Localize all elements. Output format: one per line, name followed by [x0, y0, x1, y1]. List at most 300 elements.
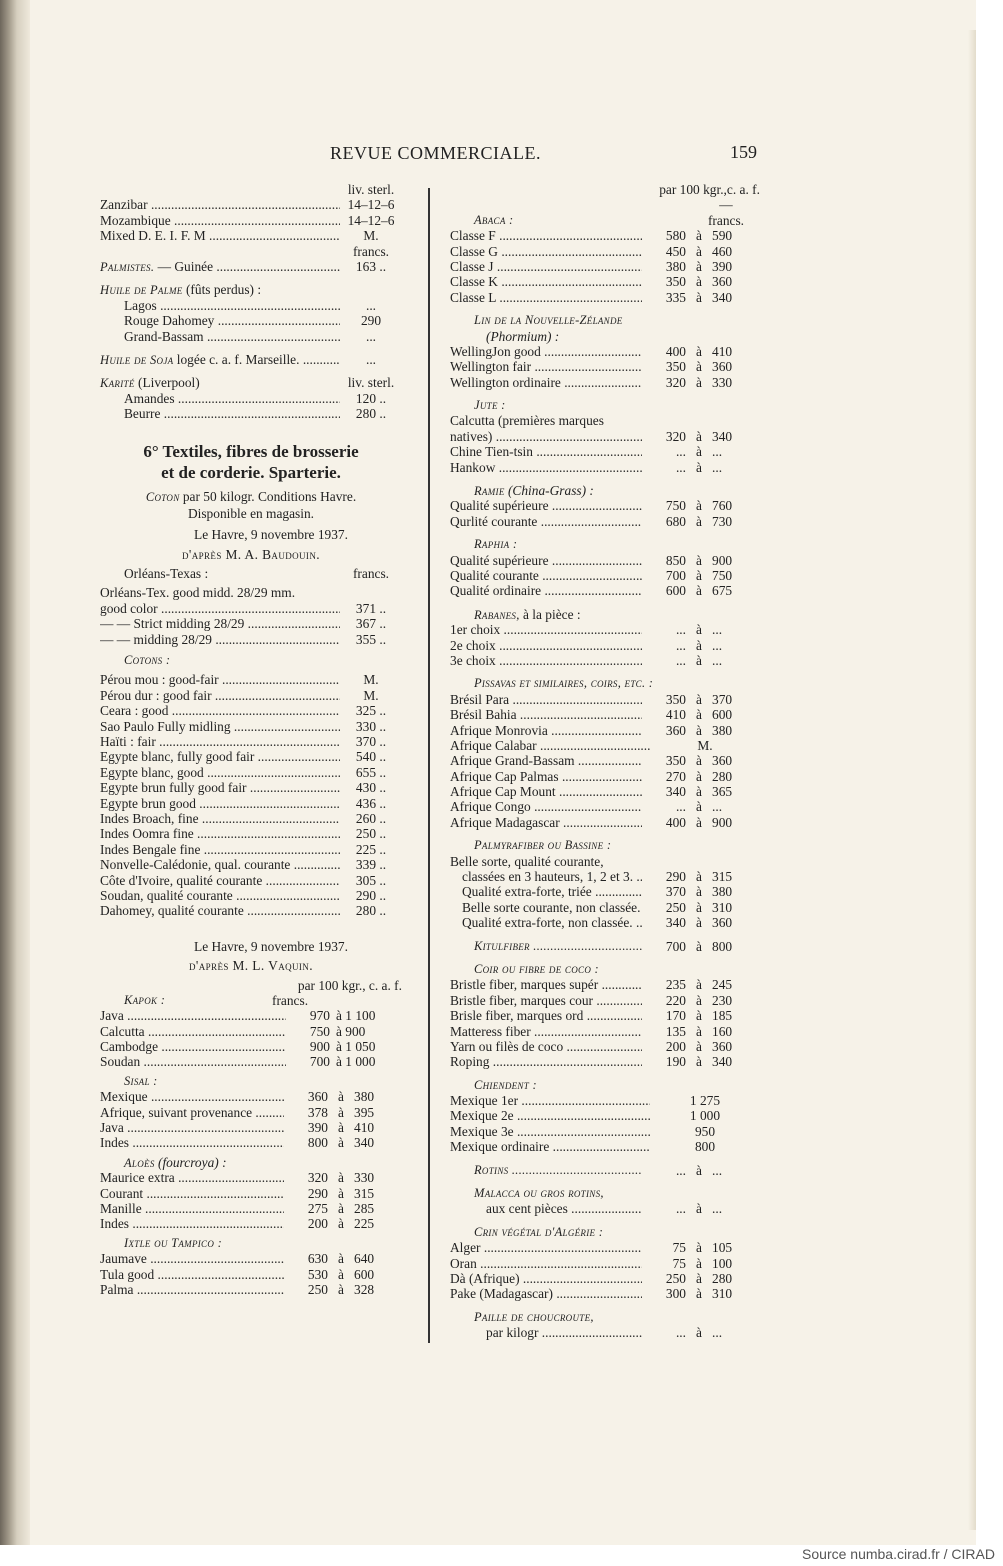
kapok-name: Calcutta .....	[100, 1024, 286, 1039]
lin-high: 330	[712, 374, 733, 390]
crin-row	[450, 1240, 760, 1255]
ramie-low: 680	[665, 513, 686, 529]
raphia-row	[450, 568, 760, 583]
sisal-name: Mexique .....	[100, 1089, 284, 1104]
ixtle-a: à	[338, 1251, 344, 1267]
palmyra-row	[462, 915, 760, 930]
unit-label: francs.	[707, 212, 745, 228]
kitul-a: à	[696, 938, 702, 954]
chiendent-name: Mexique ordinaire .....	[450, 1139, 650, 1154]
lin-row	[450, 359, 760, 374]
malacca-low: ...	[675, 1201, 686, 1217]
palmyra-row	[462, 884, 760, 899]
raphia-high: 750	[712, 567, 733, 583]
cotons-name: Ceara : good .....	[100, 703, 340, 718]
raphia-row	[450, 553, 760, 568]
cotons-value: 225 ..	[355, 841, 387, 857]
source-line: d'après M. A. Baudouin.	[182, 546, 320, 562]
lin-name: Wellington ordinaire .....	[450, 375, 642, 390]
running-title: REVUE COMMERCIALE.	[330, 143, 541, 163]
palmistes-row	[100, 259, 402, 274]
abaca-high: 460	[712, 243, 733, 259]
crin-high: 100	[712, 1255, 733, 1271]
crin-high: 280	[712, 1271, 733, 1286]
piassavas-high: 600	[712, 707, 733, 723]
coton-heading: Coton	[145, 490, 180, 505]
ixtle-row	[100, 1267, 402, 1282]
abaca-high: 360	[712, 274, 733, 290]
ramie-high: 760	[712, 498, 733, 514]
rabanes-low: ...	[675, 652, 686, 668]
paille-row	[486, 1325, 760, 1340]
cotons-name: Egypte blanc, good .....	[100, 765, 340, 780]
rotins-row	[450, 1163, 760, 1178]
sisal-heading: Sisal :	[124, 1073, 158, 1088]
liv-sterl-row	[100, 213, 402, 228]
unit-dash: —	[719, 197, 733, 213]
aloes-name: Indes .....	[100, 1216, 284, 1231]
cotons-value: 280 ..	[355, 903, 387, 919]
chiendent-name: Mexique 1er .....	[450, 1093, 650, 1108]
orleans-heading: Orléans-Texas :	[124, 566, 209, 582]
sisal-high: 380	[354, 1089, 375, 1105]
soja-value: ...	[365, 351, 377, 367]
chiendent-row	[450, 1093, 760, 1108]
ixtle-low: 630	[307, 1251, 328, 1267]
piassavas-low: 350	[665, 691, 686, 707]
jute-a: à	[696, 444, 702, 460]
rabanes-low: ...	[675, 622, 686, 638]
ixtle-high: 600	[354, 1266, 375, 1282]
piassavas-a: à	[696, 784, 702, 800]
cotons-value: 260 ..	[355, 810, 387, 826]
cotons-name: Indes Oomra fine .....	[100, 826, 340, 841]
piassavas-low: 340	[665, 784, 686, 800]
rabanes-row	[450, 653, 760, 668]
coir-row	[450, 993, 760, 1008]
abaca-name: Classe F .....	[450, 228, 642, 243]
sisal-high: 395	[354, 1104, 375, 1120]
kapok-heading: Kapok :	[124, 992, 166, 1007]
sisal-a: à	[338, 1120, 344, 1136]
coir-low: 235	[665, 977, 686, 993]
ramie-name: Qurlité courante .....	[450, 514, 642, 529]
aloes-high: 225	[354, 1216, 375, 1232]
abaca-row	[450, 290, 760, 305]
lin-low: 320	[665, 374, 686, 390]
aloes-high: 285	[354, 1200, 375, 1216]
piassavas-name: Afrique Cap Mount .....	[450, 784, 642, 799]
lin-high: 410	[712, 343, 733, 359]
cotons-name: Sao Paulo Fully midling .....	[100, 719, 340, 734]
unit-label: francs.	[352, 243, 390, 259]
lin-low: 400	[665, 343, 686, 359]
malacca-row	[486, 1201, 760, 1216]
piassavas-row	[450, 784, 760, 799]
cotons-name: Nonvelle-Calédonie, qual. courante .....	[100, 857, 340, 872]
ramie-a: à	[696, 498, 702, 514]
rabanes-a: à	[696, 652, 702, 668]
cotons-row	[100, 780, 402, 795]
piassavas-a: à	[696, 814, 702, 830]
jute-row	[450, 460, 760, 475]
piassavas-a: à	[696, 707, 702, 723]
kitul-high: 800	[712, 938, 733, 954]
aloes-text: (fourcroya) :	[154, 1154, 227, 1170]
aloes-a: à	[338, 1185, 344, 1201]
kapok-row	[100, 1039, 402, 1054]
source-line: d'après M. L. Vaquin.	[189, 958, 313, 974]
abaca-low: 450	[665, 243, 686, 259]
raphia-heading: Raphia :	[474, 537, 518, 552]
liv-sterl-value: 14–12–6	[347, 197, 395, 213]
cotons-row	[100, 749, 402, 764]
coir-high: 160	[712, 1023, 733, 1039]
rabanes-high: ...	[712, 637, 723, 653]
sisal-row	[100, 1120, 402, 1135]
piassavas-row	[450, 815, 760, 830]
orleans-row	[100, 632, 402, 647]
abaca-low: 350	[665, 274, 686, 290]
abaca-row	[450, 228, 760, 243]
coir-name: Brisle fiber, marques ord .....	[450, 1008, 642, 1023]
piassavas-high: 370	[712, 691, 733, 707]
kitul-low: 700	[665, 938, 686, 954]
palmyra-low: 370	[665, 884, 686, 900]
sisal-row	[100, 1135, 402, 1150]
raphia-low: 850	[665, 552, 686, 568]
cotons-row	[100, 888, 402, 903]
piassavas-name: Afrique Madagascar .....	[450, 815, 642, 830]
coir-high: 340	[712, 1054, 733, 1070]
abaca-name: Classe G .....	[450, 244, 642, 259]
huile-palme-heading: Huile de Palme	[100, 283, 183, 298]
coir-a: à	[696, 1023, 702, 1039]
chiendent-name: Mexique 2e .....	[450, 1108, 650, 1123]
piassavas-heading: Pissavas et similaires, coirs, etc. :	[474, 676, 654, 691]
crin-row	[450, 1271, 760, 1286]
coir-a: à	[696, 992, 702, 1008]
piassavas-high: 380	[712, 722, 733, 738]
lin-a: à	[696, 359, 702, 375]
piassavas-high: 900	[712, 814, 733, 830]
palme-row	[124, 329, 402, 344]
karite-row	[124, 406, 402, 421]
jute-high: ...	[712, 444, 723, 460]
palmyra-low: 290	[665, 869, 686, 885]
raphia-low: 700	[665, 567, 686, 583]
piassavas-name: Afrique Cap Palmas .....	[450, 769, 642, 784]
raphia-a: à	[696, 583, 702, 599]
ramie-high: 730	[712, 513, 733, 529]
raphia-a: à	[696, 567, 702, 583]
liv-sterl-row	[100, 197, 402, 212]
coir-high: 230	[712, 992, 733, 1008]
kapok-low: 700	[309, 1054, 330, 1070]
sisal-row	[100, 1105, 402, 1120]
cotons-row	[100, 688, 402, 703]
rabanes-text: à la pièce :	[519, 606, 581, 622]
cotons-value: 330 ..	[355, 718, 387, 734]
piassavas-low: 270	[665, 768, 686, 784]
sisal-low: 390	[307, 1120, 328, 1136]
coir-low: 190	[665, 1054, 686, 1070]
coir-low: 220	[665, 992, 686, 1008]
cotons-value: 339 ..	[355, 857, 387, 873]
crin-heading: Crin végétal d'Algérie :	[474, 1224, 604, 1239]
aloes-row	[100, 1201, 402, 1216]
cotons-row	[100, 903, 402, 918]
abaca-high: 340	[712, 289, 733, 305]
liv-sterl-value: 14–12–6	[347, 212, 395, 228]
palme-value: ...	[365, 297, 377, 313]
ixtle-high: 328	[354, 1281, 375, 1297]
piassavas-high: 280	[712, 768, 733, 784]
palmyra-high: 315	[712, 869, 733, 885]
unit-label: liv. sterl.	[347, 182, 395, 197]
palmyra-low: 250	[665, 899, 686, 915]
section-title-2: et de corderie. Sparterie.	[161, 463, 341, 483]
karite-row	[124, 391, 402, 406]
raphia-name: Qualité ordinaire .....	[450, 583, 642, 598]
karite-name: Beurre .....	[124, 406, 340, 421]
cotons-value: 305 ..	[355, 872, 387, 888]
abaca-a: à	[696, 228, 702, 244]
ramie-row	[450, 498, 760, 513]
soja-heading: Huile de Soja	[100, 352, 174, 367]
malacca-a: à	[696, 1201, 702, 1217]
jute-low: 320	[665, 428, 686, 444]
crin-name: Oran .....	[450, 1256, 642, 1271]
ramie-a: à	[696, 513, 702, 529]
abaca-low: 580	[665, 228, 686, 244]
aloes-row	[100, 1216, 402, 1231]
lin-high: 360	[712, 359, 733, 375]
kapok-name: Soudan .....	[100, 1054, 286, 1069]
raphia-row	[450, 583, 760, 598]
paille-heading: Paille de choucroute,	[474, 1309, 594, 1324]
palme-value: ...	[365, 328, 377, 344]
karite-value: 280 ..	[355, 406, 387, 422]
liv-sterl-row	[100, 228, 402, 243]
piassavas-name: Afrique Monrovia .....	[450, 723, 642, 738]
right-column	[450, 182, 760, 1341]
unit-label: francs.	[352, 566, 390, 582]
piassavas-row	[450, 799, 760, 814]
piassavas-low: 410	[665, 707, 686, 723]
cotons-row	[100, 826, 402, 841]
liv-sterl-name: Mixed D. E. I. F. M .....	[100, 228, 340, 243]
ixtle-high: 640	[354, 1251, 375, 1267]
cotons-name: Indes Broach, fine .....	[100, 811, 340, 826]
coir-row	[450, 977, 760, 992]
jute-a: à	[696, 459, 702, 475]
jute-row	[450, 429, 760, 444]
palme-value: 290	[360, 313, 382, 329]
crin-high: 105	[712, 1240, 733, 1256]
palmyra-a: à	[696, 869, 702, 885]
rabanes-heading: Rabanes,	[474, 607, 520, 622]
piassavas-high: 365	[712, 784, 733, 800]
sisal-row	[100, 1089, 402, 1104]
palmyra-a: à	[696, 915, 702, 931]
aloes-name: Maurice extra .....	[100, 1170, 284, 1185]
ixtle-a: à	[338, 1266, 344, 1282]
coir-row	[450, 1024, 760, 1039]
abaca-name: Classe L .....	[450, 290, 642, 305]
orleans-value: 355 ..	[355, 631, 387, 647]
cotons-name: Indes Bengale fine .....	[100, 842, 340, 857]
chiendent-value: 950	[694, 1123, 716, 1139]
jute-row	[450, 444, 760, 459]
huile-palme-text: (fûts perdus) :	[182, 282, 262, 298]
palmyra-row	[462, 869, 760, 884]
kapok-low: 970	[309, 1008, 330, 1024]
rabanes-name: 3e choix .....	[450, 653, 642, 668]
cotons-row	[100, 842, 402, 857]
abaca-name: Classe J .....	[450, 259, 642, 274]
raphia-high: 900	[712, 552, 733, 568]
malacca-high: ...	[712, 1201, 723, 1217]
source-credit: Source numba.cirad.fr / CIRAD	[802, 1546, 995, 1562]
kapok-name: Cambodge .....	[100, 1039, 286, 1054]
lin-row	[450, 375, 760, 390]
abaca-a: à	[696, 243, 702, 259]
cotons-row	[100, 719, 402, 734]
paille-low: ...	[675, 1325, 686, 1341]
cotons-name: Dahomey, qualité courante .....	[100, 903, 340, 918]
lin-heading: Lin de la Nouvelle-Zélande	[474, 313, 623, 328]
palmyra-high: 310	[712, 899, 733, 915]
raphia-a: à	[696, 552, 702, 568]
coir-low: 135	[665, 1023, 686, 1039]
crin-low: 300	[665, 1286, 686, 1302]
rabanes-a: à	[696, 637, 702, 653]
crin-a: à	[696, 1286, 702, 1302]
piassavas-row	[450, 738, 760, 753]
crin-name: Alger .....	[450, 1240, 642, 1255]
sisal-a: à	[338, 1135, 344, 1151]
abaca-a: à	[696, 289, 702, 305]
piassavas-low: 360	[665, 722, 686, 738]
cotons-name: Côte d'Ivoire, qualité courante .....	[100, 873, 340, 888]
coton-text: par 50 kilogr. Conditions Havre.	[179, 489, 357, 505]
cotons-value: 655 ..	[355, 764, 387, 780]
abaca-name: Classe K .....	[450, 274, 642, 289]
abaca-a: à	[696, 274, 702, 290]
kapok-high: à 1 100	[336, 1008, 376, 1024]
palmyra-name: Qualité extra-forte, non classée. .....	[462, 915, 642, 930]
piassavas-row	[450, 753, 760, 768]
piassavas-low: 350	[665, 753, 686, 769]
cotons-row	[100, 811, 402, 826]
kitul-row	[450, 939, 760, 954]
ixtle-name: Jaumave .....	[100, 1251, 284, 1266]
piassavas-value: M.	[697, 737, 713, 753]
rabanes-name: 2e choix .....	[450, 638, 642, 653]
kapok-row	[100, 1054, 402, 1069]
abaca-row	[450, 259, 760, 274]
karite-heading: Karité	[100, 376, 135, 391]
aloes-row	[100, 1186, 402, 1201]
palmyra-name: Belle sorte courante, non classée. .....	[462, 900, 642, 915]
coir-high: 185	[712, 1008, 733, 1024]
crin-a: à	[696, 1255, 702, 1271]
cotons-value: M.	[363, 672, 379, 688]
lin-name: Wellington fair .....	[450, 359, 642, 374]
abaca-row	[450, 274, 760, 289]
cotons-name: Haïti : fair .....	[100, 734, 340, 749]
cotons-row	[100, 873, 402, 888]
ramie-text: (China-Grass) :	[504, 483, 594, 499]
jute-name: natives) .....	[450, 429, 642, 444]
abaca-heading: Abaca :	[474, 212, 514, 227]
coir-high: 245	[712, 977, 733, 993]
piassavas-name: Brésil Bahia .....	[450, 707, 642, 722]
orleans-value: 371 ..	[355, 600, 387, 616]
aloes-a: à	[338, 1170, 344, 1186]
malacca-name: aux cent pièces .....	[486, 1201, 642, 1216]
palmistes-value: 163 ..	[355, 258, 387, 274]
cotons-row	[100, 765, 402, 780]
aloes-heading: Aloès	[124, 1155, 155, 1170]
chiendent-row	[450, 1124, 760, 1139]
jute-line: Calcutta (premières marques	[450, 413, 604, 429]
cotons-name: Soudan, qualité courante .....	[100, 888, 340, 903]
jute-name: Hankow .....	[450, 460, 642, 475]
left-column	[100, 182, 402, 1297]
paille-name: par kilogr .....	[486, 1325, 642, 1340]
ramie-row	[450, 514, 760, 529]
rotins-a: à	[696, 1162, 702, 1178]
piassavas-a: à	[696, 768, 702, 784]
coir-heading: Coir ou fibre de coco :	[474, 961, 600, 976]
ixtle-row	[100, 1251, 402, 1266]
karite-text: (Liverpool)	[134, 375, 200, 391]
crin-name: Dà (Afrique) .....	[450, 1271, 642, 1286]
sisal-low: 378	[307, 1104, 328, 1120]
crin-a: à	[696, 1271, 702, 1286]
piassavas-name: Afrique Congo .....	[450, 799, 642, 814]
lin-a: à	[696, 374, 702, 390]
coir-a: à	[696, 1054, 702, 1070]
cotons-name: Egypte brun good .....	[100, 796, 340, 811]
palmyra-heading: Palmyrafiber ou Bassine :	[474, 838, 612, 853]
kapok-low: 900	[309, 1039, 330, 1055]
lin-text: (Phormium) :	[486, 328, 560, 344]
kapok-high: à 900	[336, 1023, 366, 1039]
page-right-edge	[968, 30, 976, 1530]
crin-low: 250	[665, 1271, 686, 1286]
lin-low: 350	[665, 359, 686, 375]
page-binding-edge	[0, 0, 30, 1545]
crin-low: 75	[672, 1255, 686, 1271]
palme-name: Lagos .....	[124, 298, 340, 313]
piassavas-row	[450, 723, 760, 738]
palme-row	[124, 298, 402, 313]
cotons-value: 250 ..	[355, 826, 387, 842]
cotons-name: Egypte brun fully good fair .....	[100, 780, 340, 795]
orleans-name: good color .....	[100, 601, 340, 616]
paille-a: à	[696, 1325, 702, 1341]
raphia-name: Qualité supérieure .....	[450, 553, 642, 568]
cotons-value: 325 ..	[355, 703, 387, 719]
coir-a: à	[696, 977, 702, 993]
coir-low: 200	[665, 1038, 686, 1054]
piassavas-row	[450, 692, 760, 707]
sisal-name: Indes .....	[100, 1135, 284, 1150]
palmistes-heading: Palmistes.	[100, 259, 155, 274]
